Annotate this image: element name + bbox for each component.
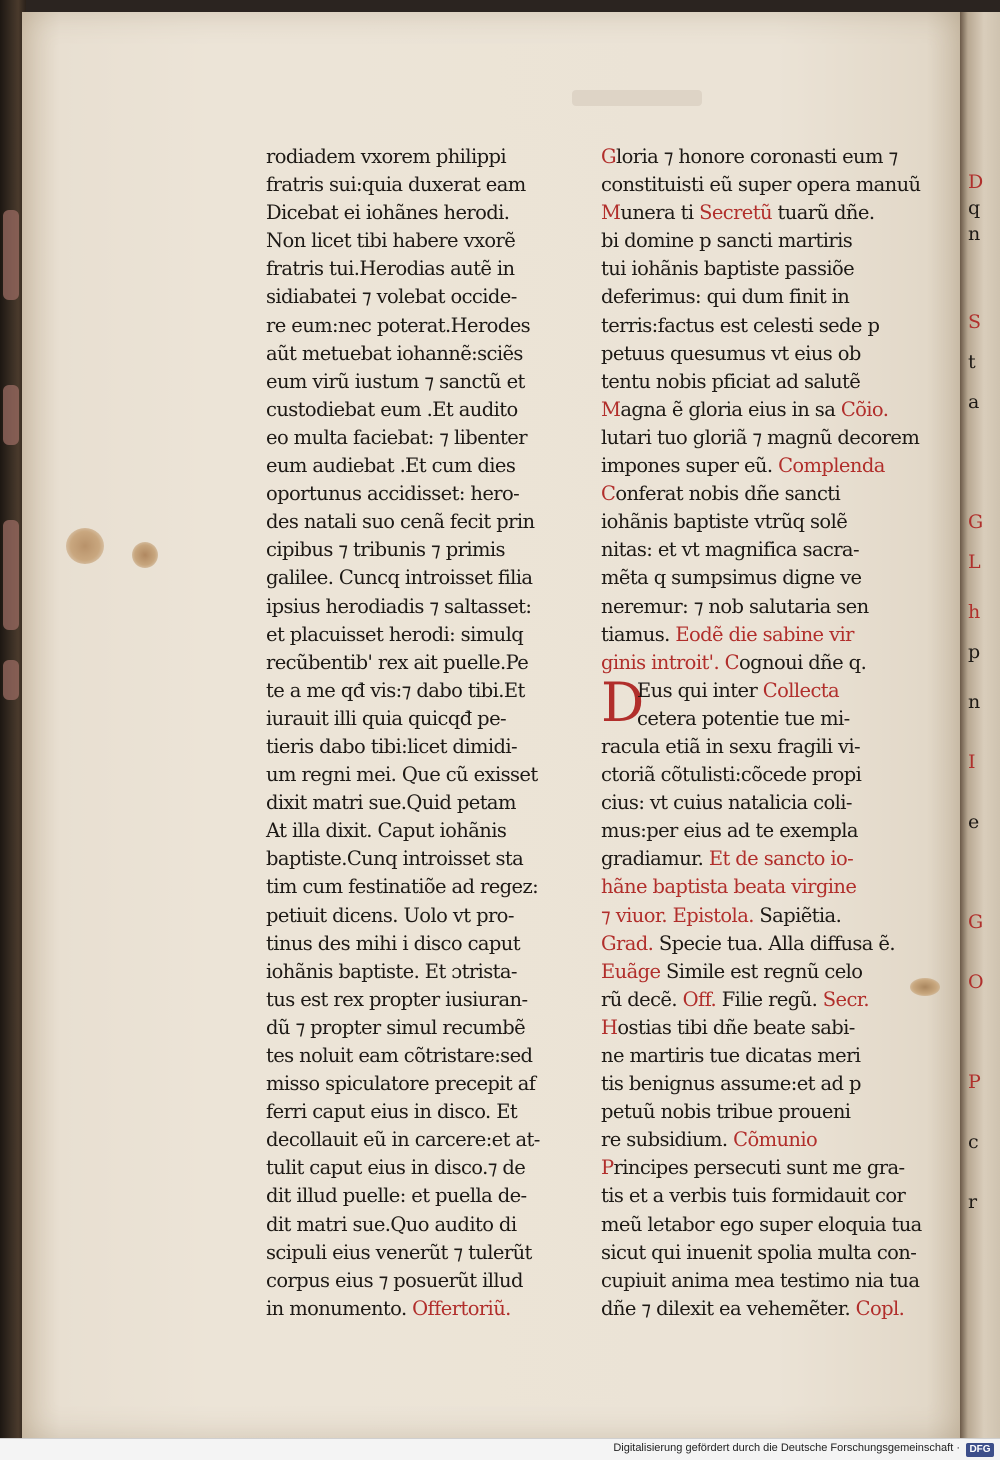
text-run: petiuit dicens. Uolo vt pro- (266, 903, 514, 927)
adjacent-page-edge: D q n S t a G L h p n I e G O P c r (960, 12, 1000, 1438)
text-run: gradiamur. (601, 847, 709, 871)
text-line (266, 986, 566, 1014)
text-line (266, 958, 566, 986)
rubric-text: Euãge (601, 959, 661, 983)
text-run: fratris sui:quia duxerat eam (266, 173, 526, 197)
text-run: nitas: et vt magnifica sacra- (601, 538, 859, 562)
text-line (266, 1239, 566, 1267)
text-run: Specie tua. Alla diffusa ẽ. (653, 931, 895, 955)
text-run: rũ decẽ. (601, 987, 683, 1011)
text-run: aũt metuebat iohannẽ:sciẽs (266, 341, 523, 365)
text-run: sidiabatei ⁊ volebat occide- (266, 285, 517, 309)
text-line (601, 1182, 916, 1210)
text-run: re subsidium. (601, 1128, 734, 1152)
text-line (601, 789, 916, 817)
text-line (601, 536, 916, 564)
text-line (266, 677, 566, 705)
text-line (266, 902, 566, 930)
text-line (601, 1267, 920, 1295)
text-run: des natali suo cenã fecit prin (266, 510, 535, 534)
rubric-text: Off. (682, 987, 717, 1011)
text-line (601, 621, 916, 649)
text-line (266, 761, 566, 789)
rubric-text: Secretũ (699, 201, 772, 225)
text-line (601, 1295, 916, 1323)
text-run: cetera potentie tue mi- (637, 706, 850, 730)
text-run: ne martiris tue dicatas meri (601, 1044, 861, 1067)
text-run: iurauit illi quia quicqđ pe- (266, 706, 506, 730)
text-line (601, 171, 921, 199)
text-run: Dicebat ei iohãnes herodi. (266, 201, 510, 225)
text-line (601, 958, 916, 986)
text-run: ferri caput eius in disco. Et (266, 1100, 518, 1124)
text-run: tis et a verbis tuis formidauit cor (601, 1184, 906, 1208)
text-run: Non licet tibi habere vxorẽ (266, 229, 516, 253)
text-run: tes noluit eam cõtristare:sed (266, 1044, 533, 1067)
text-line (601, 255, 916, 283)
text-run: dñe ⁊ dilexit ea vehemẽter. (601, 1296, 856, 1320)
text-run: tim cum festinatiõe ad regez: (266, 875, 539, 899)
text-run: loria ⁊ honore coronasti eum ⁊ (615, 145, 898, 168)
text-line (266, 424, 566, 452)
text-column-right (601, 143, 922, 1323)
text-run: re eum:nec poterat.Herodes (266, 313, 531, 337)
text-line (601, 593, 916, 621)
text-line (266, 1070, 566, 1098)
text-line (266, 1042, 566, 1070)
text-run: At illa dixit. Caput iohãnis (266, 819, 507, 843)
text-run: tieris dabo tibi:licet dimidi- (266, 734, 517, 758)
rubric-text: Offertoriũ. (412, 1296, 511, 1320)
rubric-text: Grad. (601, 931, 654, 955)
text-run: iohãnis baptiste. Et ɔtrista- (266, 959, 517, 983)
text-run: ognoui dñe q. (738, 650, 867, 674)
text-line (266, 1182, 566, 1210)
text-line (601, 902, 916, 930)
text-line (266, 705, 566, 733)
text-run: impones super eũ. (601, 454, 779, 478)
rubric-text: H (601, 1015, 618, 1039)
text-run: in monumento. (266, 1296, 413, 1320)
text-run: mẽta q sumpsimus digne ve (601, 566, 862, 590)
text-line (601, 873, 916, 901)
text-line (601, 733, 916, 761)
text-line (601, 452, 916, 480)
foxing-stain (132, 542, 158, 568)
rubric-text: Copl. (855, 1296, 905, 1320)
text-run: constituisti eũ super opera manuũ (601, 173, 921, 197)
text-line (601, 761, 916, 789)
text-line (601, 424, 920, 452)
text-line (266, 227, 566, 255)
text-line (601, 564, 916, 592)
rubricated-initial: D (601, 670, 644, 734)
text-run: rincipes persecuti sunt me gra- (613, 1156, 905, 1180)
rubric-text: Eodẽ die sabine vir (675, 622, 854, 646)
text-run: dit matri sue.Quo audito di (266, 1212, 517, 1236)
rubric-text: Collecta (762, 678, 840, 702)
text-run: custodiebat eum .Et audito (266, 397, 518, 421)
text-run: sicut qui inuenit spolia multa con- (601, 1240, 917, 1264)
rubric-text: ⁊ viuor. Epistola. (601, 903, 754, 927)
text-run: racula etiã in sexu fragili vi- (601, 734, 861, 758)
text-run: eum audiebat .Et cum dies (266, 454, 516, 478)
text-line (266, 199, 566, 227)
text-run: corpus eius ⁊ posuerũt illud (266, 1268, 523, 1292)
text-line (266, 1126, 566, 1154)
text-run: recũbentib' rex ait puelle.Pe (266, 650, 529, 674)
text-line (601, 930, 916, 958)
text-run: tis benignus assume:et ad p (601, 1072, 861, 1096)
text-line (266, 564, 566, 592)
text-column-left (266, 143, 566, 1323)
manuscript-page (22, 12, 964, 1438)
text-line (266, 1098, 566, 1126)
text-run: onferat nobis dñe sancti (615, 482, 841, 506)
text-line (266, 283, 566, 311)
text-line (601, 199, 916, 227)
text-run: um regni mei. Que cũ exisset (266, 763, 538, 787)
text-run: cupiuit anima mea testimo nia tua (601, 1268, 920, 1292)
text-line (266, 1014, 566, 1042)
text-run: tuarũ dñe. (771, 201, 875, 225)
text-run: tui iohãnis baptiste passiõe (601, 257, 855, 281)
text-run: lutari tuo gloriã ⁊ magnũ decorem (601, 425, 920, 449)
rubric-text: C (724, 650, 739, 674)
text-line (601, 1211, 922, 1239)
rubric-text: C (601, 482, 616, 506)
text-line (601, 1239, 916, 1267)
text-line (601, 143, 916, 171)
rubric-text: Complenda (778, 454, 885, 478)
rubric-text: Et de sancto io- (708, 847, 854, 871)
text-run: galilee. Cuncq introisset filia (266, 566, 533, 590)
text-line (601, 396, 916, 424)
text-line (601, 1070, 916, 1098)
text-line (266, 452, 566, 480)
text-run: agna ẽ gloria eius in sa (620, 397, 841, 421)
text-line (601, 705, 916, 733)
text-line (601, 1154, 916, 1182)
text-line (266, 1267, 566, 1295)
text-line (601, 1098, 916, 1126)
text-line (266, 536, 566, 564)
text-line (266, 649, 566, 677)
text-run: unera ti (620, 201, 700, 225)
text-run: et placuisset herodi: simulq (266, 622, 524, 646)
rubric-text: hãne baptista beata virgine (601, 875, 857, 899)
rubric-text: P (601, 1156, 614, 1180)
text-run: tiamus. (601, 622, 676, 646)
text-line (266, 368, 566, 396)
text-line (601, 986, 916, 1014)
text-line (266, 733, 566, 761)
text-line (266, 621, 566, 649)
text-line (266, 1295, 566, 1323)
text-line (601, 817, 916, 845)
text-run: rodiadem vxorem philippi (266, 145, 506, 168)
text-run: ipsius herodiadis ⁊ saltasset: (266, 594, 532, 618)
text-line (601, 283, 916, 311)
text-run: mus:per eius ad te exempla (601, 819, 858, 843)
text-run: cipibus ⁊ tribunis ⁊ primis (266, 538, 505, 562)
rubric-text: ginis introit'. (601, 650, 725, 674)
text-line (601, 1042, 916, 1070)
text-line (266, 396, 566, 424)
text-line (266, 593, 566, 621)
text-line (266, 171, 566, 199)
text-run: petuus quesumus vt eius ob (601, 341, 861, 365)
rubric-text: G (601, 145, 616, 168)
text-run: dixit matri sue.Quid petam (266, 791, 516, 815)
text-line (266, 930, 566, 958)
text-line (601, 340, 916, 368)
text-line (266, 340, 566, 368)
text-line (601, 508, 916, 536)
foxing-stain (66, 528, 104, 564)
text-run: eum virũ iustum ⁊ sanctũ et (266, 369, 525, 393)
text-line (266, 255, 566, 283)
text-run: ostias tibi dñe beate sabi- (617, 1015, 855, 1039)
text-line (601, 368, 916, 396)
rubric-text: M (601, 397, 621, 421)
rubric-text: Cõmunio (733, 1128, 818, 1152)
funding-credit: Digitalisierung gefördert durch die Deutsche Forschungsgemeinschaft · (613, 1442, 960, 1454)
text-line (266, 143, 566, 171)
text-line (266, 873, 566, 901)
text-run: petuũ nobis tribue proueni (601, 1100, 851, 1124)
text-line (601, 845, 916, 873)
text-run: Sapiẽtia. (753, 903, 842, 927)
text-run: tulit caput eius in disco.⁊ de (266, 1156, 526, 1180)
text-run: cius: vt cuius natalicia coli- (601, 791, 852, 815)
text-run: ctoriã cõtulisti:cõcede propi (601, 763, 862, 787)
text-run: tinus des mihi i disco caput (266, 931, 520, 955)
text-line (601, 227, 916, 255)
text-line (266, 1154, 566, 1182)
text-run: deferimus: qui dum finit in (601, 285, 850, 309)
text-run: tentu nobis pficiat ad salutẽ (601, 369, 861, 393)
text-run: misso spiculatore precepit af (266, 1072, 536, 1096)
text-run: Eus qui inter (637, 678, 763, 702)
text-run: baptiste.Cunq introisset sta (266, 847, 524, 871)
text-run: terris:factus est celesti sede p (601, 313, 880, 337)
text-run: iohãnis baptiste vtrũq solẽ (601, 510, 848, 534)
rubric-text: Cõio. (840, 397, 889, 421)
text-line (601, 480, 916, 508)
text-line (266, 1211, 566, 1239)
text-run: dit illud puelle: et puella de- (266, 1184, 527, 1208)
text-run: fratris tui.Herodias autẽ in (266, 257, 515, 281)
text-run: Filie regũ. (716, 987, 823, 1011)
text-run: decollauit eũ in carcere:et at- (266, 1128, 540, 1152)
text-line (266, 480, 566, 508)
text-line (601, 1126, 916, 1154)
text-run: bi domine p sancti martiris (601, 229, 853, 253)
text-run: meũ letabor ego super eloquia tua (601, 1212, 922, 1236)
text-run: scipuli eius venerũt ⁊ tulerũt (266, 1240, 532, 1264)
rubric-text: M (601, 201, 621, 225)
text-line (266, 508, 566, 536)
dfg-logo: DFG (966, 1443, 994, 1457)
text-run: eo multa faciebat: ⁊ libenter (266, 425, 527, 449)
text-line (601, 312, 916, 340)
text-run: dũ ⁊ propter simul recumbẽ (266, 1015, 526, 1039)
footer-bar (0, 1438, 1000, 1460)
text-line (601, 1014, 916, 1042)
text-run: te a me qđ vis:⁊ dabo tibi.Et (266, 678, 525, 702)
text-line (266, 789, 566, 817)
text-run: oportunus accidisset: hero- (266, 482, 520, 506)
text-line (266, 312, 566, 340)
rubric-text: Secr. (822, 987, 869, 1011)
text-run: neremur: ⁊ nob salutaria sen (601, 594, 869, 618)
text-line (266, 817, 566, 845)
text-run: Simile est regnũ celo (660, 959, 863, 983)
text-run: tus est rex propter iusiuran- (266, 987, 528, 1011)
text-line (266, 845, 566, 873)
text-line (601, 649, 916, 677)
